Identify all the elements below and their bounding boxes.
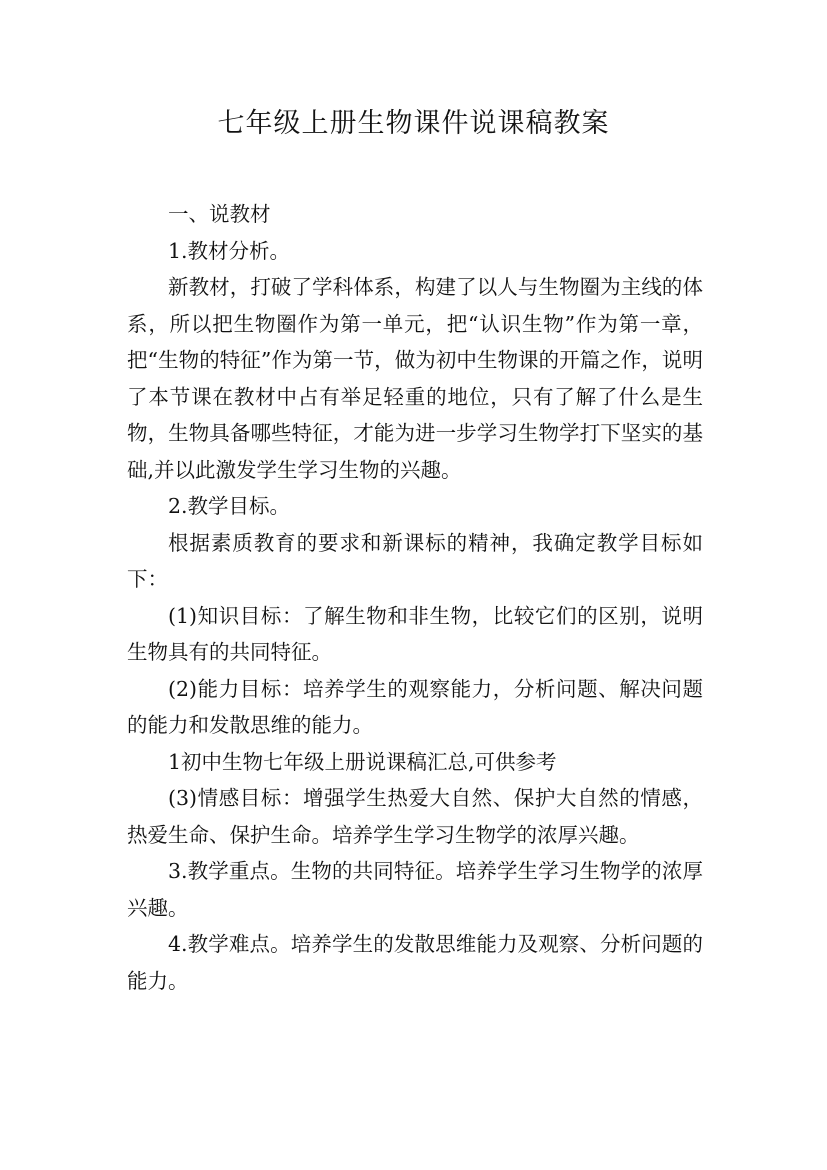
document-title: 七年级上册生物课件说课稿教案: [217, 108, 610, 139]
subheading-textbook-analysis: 1.教材分析。: [168, 238, 291, 263]
paragraph-reference-note: 1初中生物七年级上册说课稿汇总,可供参考: [168, 749, 557, 774]
document-body: [127, 196, 703, 999]
paragraph-emotion-goal: (3)情感目标：增强学生热爱大自然、保护大自然的情感，热爱生命、保护生命。培养学生学习生物学的浓厚兴趣。: [127, 786, 703, 847]
paragraph-teaching-focus: 3.教学重点。生物的共同特征。培养学生学习生物学的浓厚兴趣。: [127, 859, 703, 920]
paragraph-textbook-analysis: 新教材，打破了学科体系，构建了以人与生物圈为主线的体系，所以把生物圈作为第一单元，把“认识生物”作为第一章，把“生物的特征”作为第一节，做为初中生物课的开篇之作，说明了本节课在教材中占有举足轻重的地位，只有了解了什么是生物，生物具备哪些特征，才能为进一步学习生物学打下坚实的基础,并以此激发学生学习生物的兴趣。: [127, 275, 703, 482]
paragraph-ability-goal: (2)能力目标：培养学生的观察能力，分析问题、解决问题的能力和发散思维的能力。: [127, 676, 703, 737]
section-heading-textbook: 一、说教材: [168, 202, 271, 226]
paragraph-goals-intro: 根据素质教育的要求和新课标的精神，我确定教学目标如下：: [127, 530, 703, 591]
paragraph-teaching-difficulty: 4.教学难点。培养学生的发散思维能力及观察、分析问题的能力。: [127, 932, 703, 993]
subheading-teaching-goals: 2.教学目标。: [168, 494, 291, 518]
paragraph-knowledge-goal: (1)知识目标：了解生物和非生物，比较它们的区别，说明生物具有的共同特征。: [127, 603, 703, 664]
